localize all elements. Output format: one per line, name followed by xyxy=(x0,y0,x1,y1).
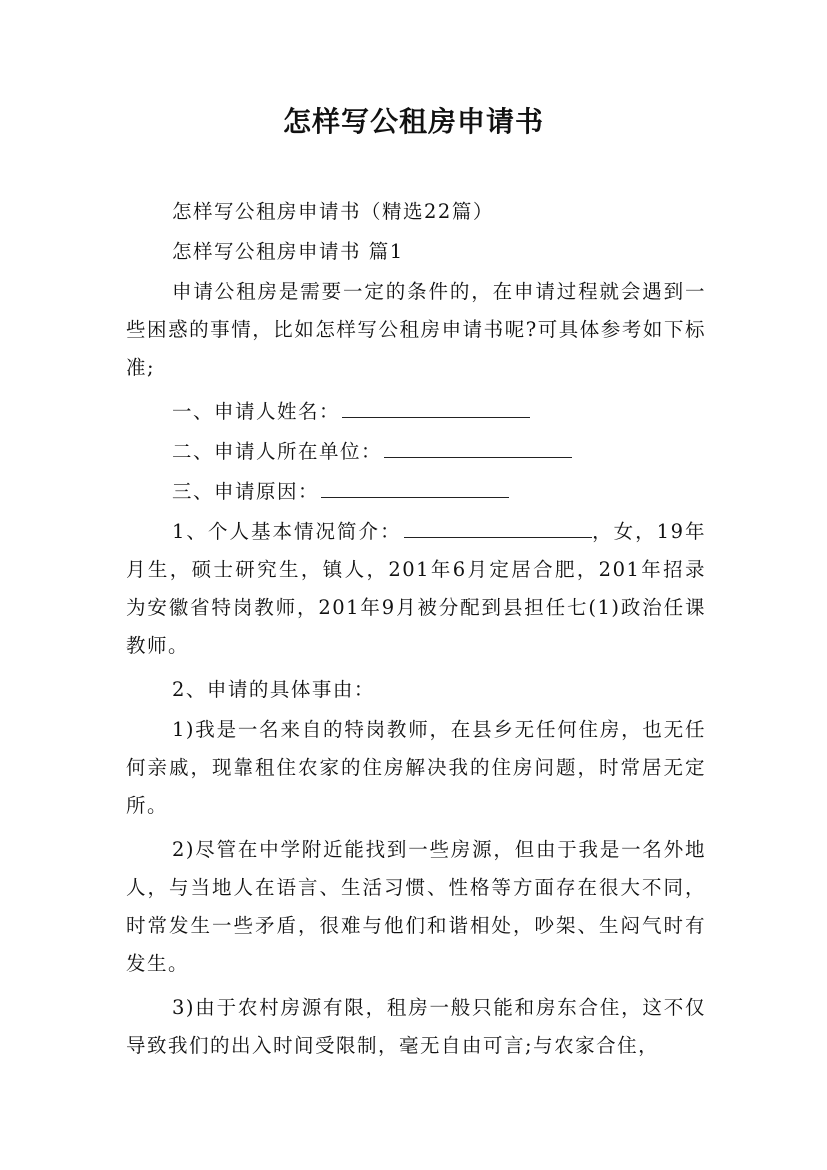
basic-info-label: 1、个人基本情况简介： xyxy=(172,520,402,543)
document-body xyxy=(126,193,706,1071)
paragraph-basic-info xyxy=(126,513,706,665)
paragraph-reason-1: 1)我是一名来自的特岗教师，在县乡无任何住房，也无任何亲戚，现靠租住农家的住房解决我的住房问题，时常居无定所。 xyxy=(126,718,706,817)
field-applicant-unit xyxy=(126,433,706,471)
blank-line-basic-info xyxy=(404,519,592,538)
paragraph-subtitle: 怎样写公租房申请书（精选22篇） xyxy=(172,200,494,223)
field-label-unit: 二、申请人所在单位： xyxy=(172,440,383,463)
blank-line-unit xyxy=(384,439,572,458)
paragraph-reasons-heading: 2、申请的具体事由： xyxy=(172,678,375,701)
paragraph-intro: 申请公租房是需要一定的条件的，在申请过程就会遇到一些困惑的事情，比如怎样写公租房申请书呢?可具体参考如下标准; xyxy=(126,280,706,379)
field-label-reason: 三、申请原因： xyxy=(172,480,320,503)
field-label-name: 一、申请人姓名： xyxy=(172,400,341,423)
paragraph-section-heading: 怎样写公租房申请书 篇1 xyxy=(172,240,404,263)
document-title: 怎样写公租房申请书 xyxy=(282,105,544,138)
paragraph-reason-3: 3)由于农村房源有限，租房一般只能和房东合住，这不仅导致我们的出入时间受限制，毫无自由可言;与农家合住， xyxy=(126,996,706,1057)
field-reason xyxy=(126,473,706,511)
blank-line-reason xyxy=(321,479,509,498)
paragraph-reason-2: 2)尽管在中学附近能找到一些房源，但由于我是一名外地人，与当地人在语言、生活习惯、性格等方面存在很大不同，时常发生一些矛盾，很难与他们和谐相处，吵架、生闷气时有发生。 xyxy=(126,838,706,975)
blank-line-name xyxy=(342,399,530,418)
field-applicant-name xyxy=(126,393,706,431)
basic-info-text: ，女，19年月生，硕士研究生，镇人，201年6月定居合肥，201年招录为安徽省特岗教师，201年9月被分配到县担任七(1)政治任课教师。 xyxy=(126,520,706,657)
